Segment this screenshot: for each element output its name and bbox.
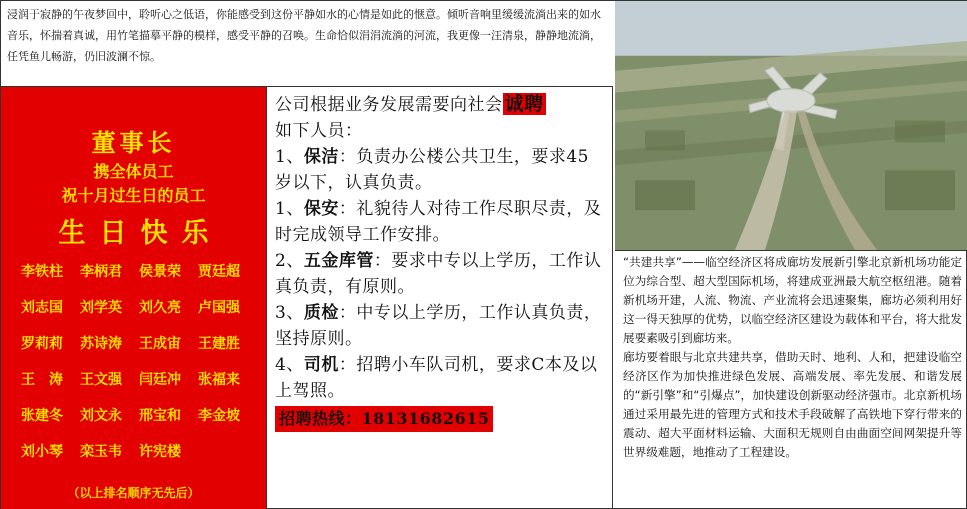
job-desc: ：中专以上学历，工作认真负责，坚持原则。: [275, 303, 602, 349]
job-number: 1、: [275, 199, 304, 219]
job-desc: ：负责办公楼公共卫生，要求45岁以下，认真负责。: [275, 147, 589, 193]
airport-photo-illustration: [615, 1, 967, 250]
birthday-note: （以上排名顺序无先后）: [67, 486, 200, 500]
job-number: 3、: [275, 303, 304, 323]
job-desc: ：要求中专以上学历，工作认真负责，有原则。: [275, 251, 602, 297]
employee-name: 李柄君: [80, 264, 122, 280]
employee-name: 刘志国: [21, 300, 63, 316]
recruitment-notice: [267, 87, 613, 509]
birthday-names: [21, 261, 257, 463]
recruit-intro: [275, 91, 604, 118]
employee-name: 李铁柱: [21, 264, 63, 280]
employee-name: 刘久亮: [139, 300, 181, 316]
employee-name: 苏诗涛: [80, 336, 122, 352]
employee-name: 王成宙: [139, 336, 181, 352]
birthday-panel: [1, 87, 267, 509]
job-item: [275, 352, 604, 404]
job-number: 4、: [275, 355, 304, 375]
birthday-greeting: 生日快乐: [58, 218, 223, 249]
job-item: [275, 144, 604, 196]
employee-name: 王 涛: [21, 372, 63, 388]
employee-name: 王文强: [80, 372, 122, 388]
job-role: 保洁: [303, 147, 339, 167]
employee-name: 张建冬: [21, 408, 63, 424]
job-role: 五金库管: [303, 251, 374, 271]
employee-name: 李金坡: [198, 408, 240, 424]
job-item: [275, 248, 604, 300]
essay-text: 浸润于寂静的午夜梦回中，聆听心之低语，你能感受到这份平静如水的心情是如此的惬意。倾听音响里缓缓流淌出来的如水音乐，怀揣着真诚，用竹笔描摹平静的模样，感受平静的召唤。生命恰似涓涓流淌的河流，我更像一汪清泉，静静地流淌，任凭鱼儿畅游，仍旧波澜不惊。: [1, 1, 613, 87]
job-desc: ：招聘小车队司机，要求C本及以上驾照。: [275, 355, 598, 401]
employee-name: 张福来: [198, 372, 240, 388]
birthday-line1: 携全体员工: [93, 162, 174, 181]
job-role: 保安: [303, 199, 339, 219]
recruit-intro-text: 公司根据业务发展需要向社会: [275, 95, 503, 115]
employee-name: 栾玉韦: [80, 444, 122, 460]
employee-name: 闫廷冲: [139, 372, 181, 388]
caption-paragraph-1: “共建共享”——临空经济区将成廊坊发展新引擎北京新机场功能定位为综合型、超大型国际机场，将建成亚洲最大航空枢纽港。随着新机场开建，人流、物流、产业流将会迅速聚集，廊坊必须利用好这一得天独厚的优势，以临空经济区建设为载体和平台，将大批发展要素吸引到廊坊来。: [623, 255, 962, 345]
employee-name: 刘文永: [80, 408, 122, 424]
job-role: 质检: [303, 303, 339, 323]
employee-name: 罗莉莉: [21, 336, 63, 352]
employee-name: 卢国强: [198, 300, 240, 316]
job-role: 司机: [303, 355, 339, 375]
job-item: [275, 196, 604, 248]
caption-paragraph-2: 廊坊要着眼与北京共建共享，借助天时、地利、人和，把建设临空经济区作为加快推进绿色发展、高端发展、率先发展、和谐发展的“新引擎”和“引爆点”，加快建设创新驱动经济强市。北京新机场通过采用最先进的管理方式和技术手段破解了高铁地下穿行带来的震动、超大平面材料运输、大面积无规则自由曲面空间网架提升等世界级难题，地推动了工程建设。: [623, 350, 962, 459]
recruit-intro2: 如下人员：: [275, 121, 363, 141]
birthday-line2: 祝十月过生日的员工: [61, 186, 206, 205]
airport-aerial-photo: [615, 1, 967, 251]
employee-name: 贾廷超: [198, 264, 240, 280]
birthday-title: 董事长: [91, 129, 176, 157]
employee-name: 许宪楼: [139, 444, 181, 460]
employee-name: 刘小琴: [21, 444, 63, 460]
employee-name: 邢宝和: [139, 408, 181, 424]
job-desc: ：礼貌待人对待工作尽职尽责，及时完成领导工作安排。: [275, 199, 602, 245]
airport-caption: [615, 253, 967, 509]
job-number: 1、: [275, 147, 304, 167]
employee-name: 刘学英: [80, 300, 122, 316]
recruit-highlight: 诚聘: [504, 93, 544, 115]
employee-name: 侯景荣: [139, 264, 181, 280]
job-number: 2、: [275, 251, 304, 271]
job-item: [275, 300, 604, 352]
recruit-hotline: 招聘热线：18131682615: [275, 406, 493, 432]
employee-name: 王建胜: [198, 336, 240, 352]
